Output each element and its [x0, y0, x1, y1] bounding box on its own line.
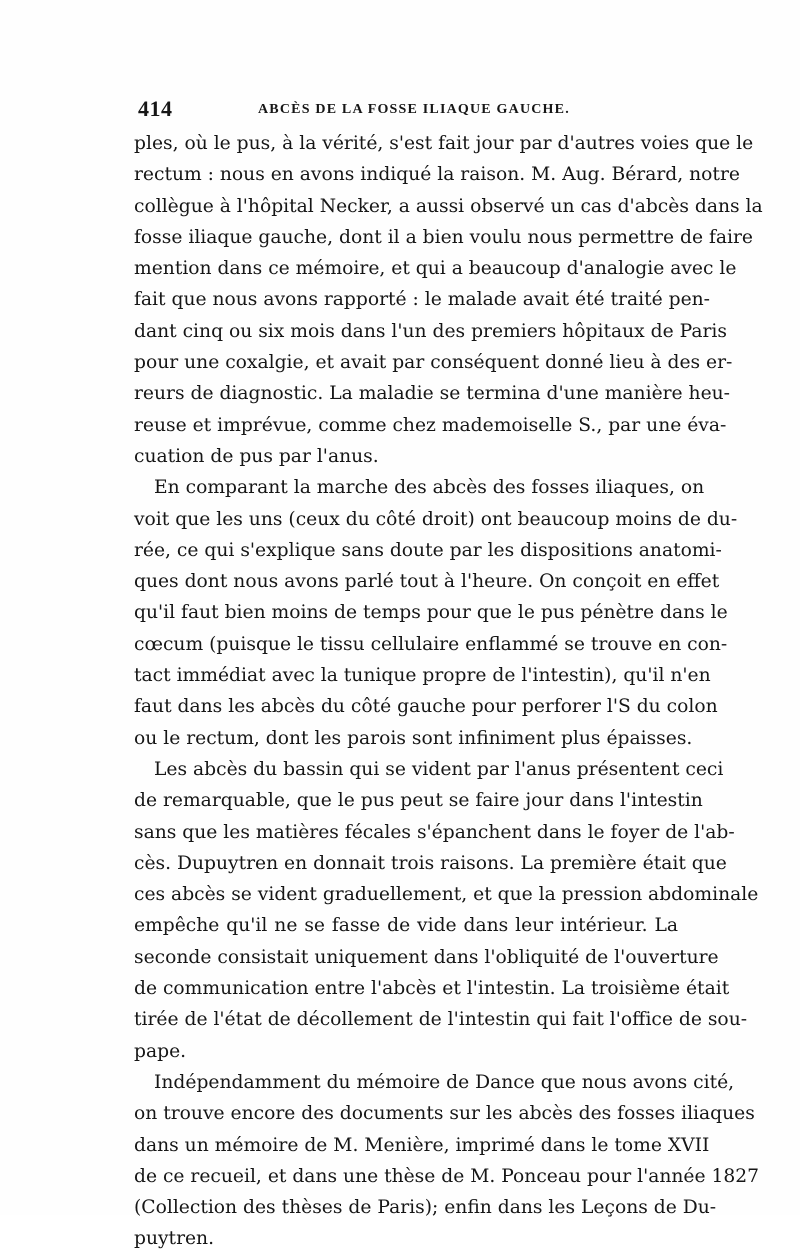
text-line: empêche qu'il ne se fasse de vide dans leur intérieur. La: [134, 915, 678, 937]
text-line: voit que les uns (ceux du côté droit) ont beaucoup moins de du-: [134, 508, 738, 530]
text-line: cuation de pus par l'anus.: [134, 445, 379, 467]
text-line: reuse et imprévue, comme chez mademoiselle S., par une éva-: [134, 414, 727, 436]
text-line: collègue à l'hôpital Necker, a aussi observé un cas d'abcès dans la: [134, 195, 763, 217]
text-line: mention dans ce mémoire, et qui a beaucoup d'analogie avec le: [134, 258, 737, 280]
paragraph-2: [134, 472, 738, 754]
text-line: pape.: [134, 1040, 187, 1062]
text-line: fosse iliaque gauche, dont il a bien voulu nous permettre de faire: [134, 226, 753, 248]
text-line: ces abcès se vident graduellement, et que la pression abdominale: [134, 884, 759, 906]
paragraph-3: [134, 754, 759, 1067]
text-line: Indépendamment du mémoire de Dance que nous avons cité,: [154, 1071, 735, 1093]
text-line: Les abcès du bassin qui se vident par l'anus présentent ceci: [154, 758, 724, 780]
paragraph-4: [134, 1067, 760, 1255]
text-line: puytren.: [134, 1228, 215, 1250]
text-line: sans que les matières fécales s'épanchent dans le foyer de l'ab-: [134, 821, 735, 843]
paragraph-1: [134, 128, 763, 472]
text-line: dans un mémoire de M. Menière, imprimé dans le tome XVII: [134, 1134, 710, 1156]
running-title: ABCÈS DE LA FOSSE ILIAQUE GAUCHE.: [258, 102, 570, 117]
text-line: (Collection des thèses de Paris); enfin dans les Leçons de Du-: [134, 1197, 717, 1219]
text-line: fait que nous avons rapporté : le malade avait été traité pen-: [134, 289, 710, 311]
text-line: reurs de diagnostic. La maladie se termina d'une manière heu-: [134, 383, 731, 405]
text-line: rée, ce qui s'explique sans doute par les dispositions anatomi-: [134, 539, 722, 561]
text-line: cès. Dupuytren en donnait trois raisons. La première était que: [134, 852, 727, 874]
text-line: tirée de l'état de décollement de l'intestin qui fait l'office de sou-: [134, 1009, 748, 1031]
text-line: tact immédiat avec la tunique propre de l'intestin), qu'il n'en: [134, 665, 711, 687]
text-line: ou le rectum, dont les parois sont infiniment plus épaisses.: [134, 727, 693, 749]
text-line: de ce recueil, et dans une thèse de M. Ponceau pour l'année 1827: [134, 1165, 760, 1187]
text-line: on trouve encore des documents sur les abcès des fosses iliaques: [134, 1103, 755, 1125]
text-line: faut dans les abcès du côté gauche pour perforer l'S du colon: [134, 696, 718, 718]
text-line: rectum : nous en avons indiqué la raison. M. Aug. Bérard, notre: [134, 164, 740, 186]
page-header: [138, 96, 668, 126]
text-line: En comparant la marche des abcès des fosses iliaques, on: [154, 477, 705, 499]
text-line: ques dont nous avons parlé tout à l'heure. On conçoit en effet: [134, 571, 720, 593]
text-line: seconde consistait uniquement dans l'obliquité de l'ouverture: [134, 946, 719, 968]
text-line: de remarquable, que le pus peut se faire jour dans l'intestin: [134, 790, 703, 812]
text-line: pour une coxalgie, et avait par conséquent donné lieu à des er-: [134, 352, 733, 374]
text-line: ples, où le pus, à la vérité, s'est fait jour par d'autres voies que le: [134, 133, 754, 154]
text-line: dant cinq ou six mois dans l'un des premiers hôpitaux de Paris: [134, 320, 727, 342]
text-line: qu'il faut bien moins de temps pour que le pus pénètre dans le: [134, 602, 728, 624]
text-line: de communication entre l'abcès et l'intestin. La troisième était: [134, 978, 730, 1000]
body-text: [134, 128, 763, 1255]
text-line: cœcum (puisque le tissu cellulaire enflammé se trouve en con-: [134, 633, 728, 655]
page-number: 414: [138, 96, 173, 121]
